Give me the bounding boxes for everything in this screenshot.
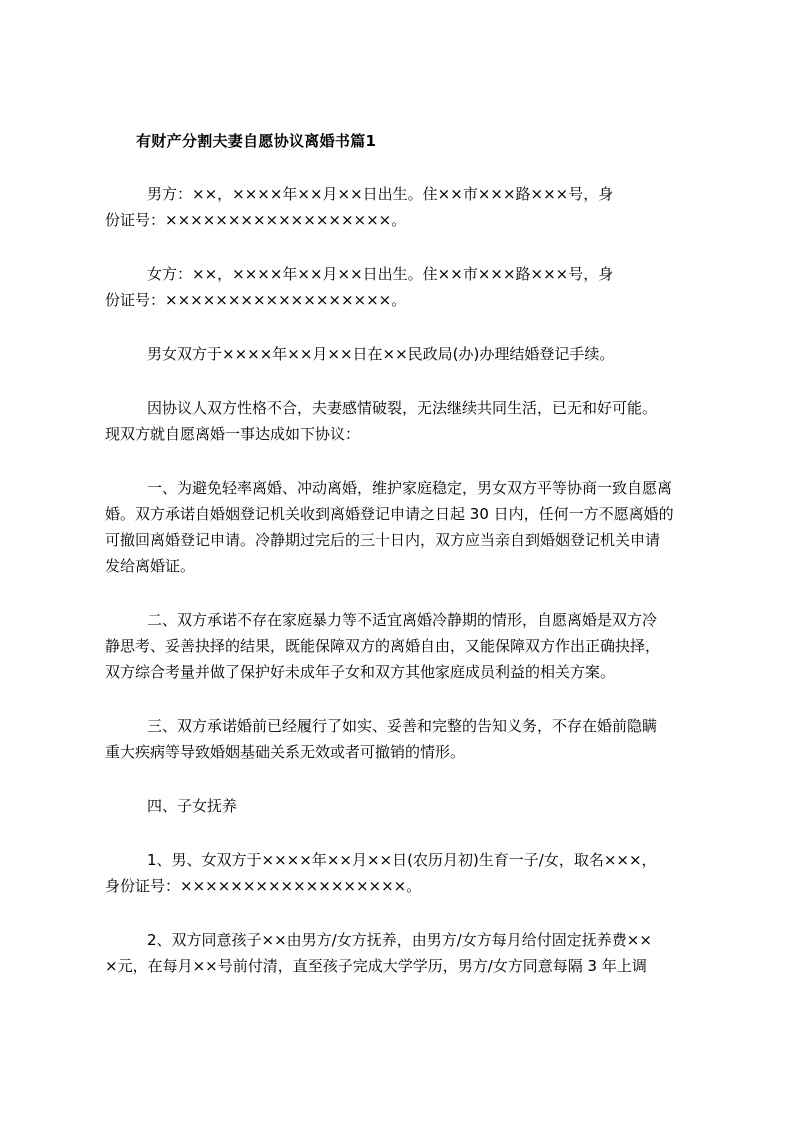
- paragraph-line: 1、男、女双方于××××年××月××日(农历月初)生育一子/女，取名×××，: [147, 851, 657, 869]
- paragraph-line: 身份证号：××××××××××××××××××。: [105, 877, 422, 895]
- paragraph-line: 二、双方承诺不存在家庭暴力等不适宜离婚冷静期的情形，自愿离婚是双方冷: [147, 611, 658, 629]
- paragraph-line: 发给离婚证。: [105, 557, 196, 575]
- paragraph-line: 静思考、妥善抉择的结果，既能保障双方的离婚自由，又能保障双方作出正确抉择，: [105, 637, 661, 655]
- paragraph-line: 份证号：××××××××××××××××××。: [105, 211, 407, 229]
- paragraph-line: 婚。双方承诺自婚姻登记机关收到离婚登记申请之日起 30 日内，任何一方不愿离婚的: [105, 505, 674, 523]
- document-title: 有财产分割夫妻自愿协议离婚书篇1: [136, 132, 377, 150]
- paragraph-line: 现双方就自愿离婚一事达成如下协议：: [105, 425, 361, 443]
- paragraph-line: 男方：××，××××年××月××日出生。住××市×××路×××号，身: [147, 185, 614, 203]
- paragraph-line: 可撤回离婚登记申请。冷静期过完后的三十日内，双方应当亲自到婚姻登记机关申请: [105, 531, 661, 549]
- paragraph-line: 男女双方于××××年××月××日在××民政局(办)办理结婚登记手续。: [147, 345, 615, 363]
- paragraph-line: 重大疾病等导致婚姻基础关系无效或者可撤销的情形。: [105, 743, 466, 761]
- paragraph-line: 三、双方承诺婚前已经履行了如实、妥善和完整的告知义务，不存在婚前隐瞒: [147, 717, 658, 735]
- paragraph-line: 一、为避免轻率离婚、冲动离婚，维护家庭稳定，男女双方平等协商一致自愿离: [147, 479, 673, 497]
- paragraph-line: 女方：××，××××年××月××日出生。住××市×××路×××号，身: [147, 265, 614, 283]
- paragraph-line: 因协议人双方性格不合，夫妻感情破裂，无法继续共同生活，已无和好可能。: [147, 399, 658, 417]
- section-heading: 四、子女抚养: [147, 797, 238, 815]
- paragraph-line: 2、双方同意孩子××由男方/女方抚养，由男方/女方每月给付固定抚养费××: [147, 931, 652, 949]
- paragraph-line: 份证号：××××××××××××××××××。: [105, 291, 407, 309]
- paragraph-line: ×元，在每月××号前付清，直至孩子完成大学学历，男方/女方同意每隔 3 年上调: [105, 957, 647, 975]
- paragraph-line: 双方综合考量并做了保护好未成年子女和双方其他家庭成员利益的相关方案。: [105, 663, 616, 681]
